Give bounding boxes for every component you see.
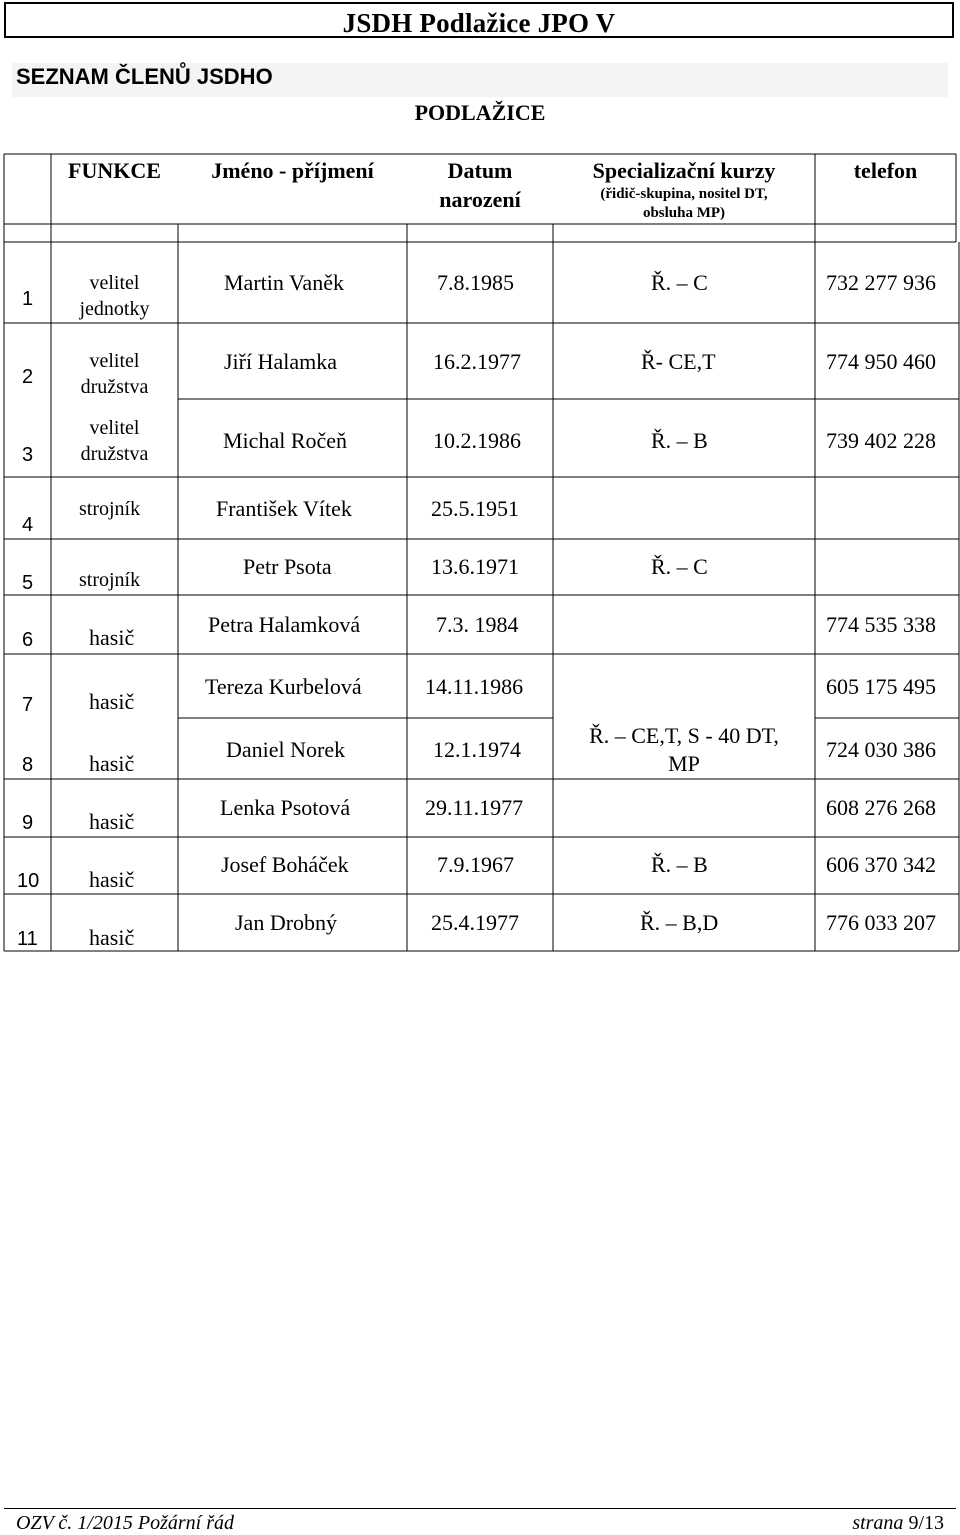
row-name: Jan Drobný (235, 910, 338, 935)
row-number: 7 (22, 694, 34, 716)
row-date: 13.6.1971 (431, 554, 519, 579)
row-number: 8 (22, 754, 34, 776)
row-kurz: Ř. – C (651, 554, 708, 579)
row-name: Petr Psota (243, 554, 332, 579)
footer-rule (4, 1508, 956, 1509)
row-number: 6 (22, 629, 34, 651)
row-name: František Vítek (216, 496, 352, 521)
row-function: hasič (89, 925, 135, 950)
footer-page-number (852, 1512, 944, 1535)
footer-page-value: 9/13 (908, 1512, 944, 1534)
col-header-funkce: FUNKCE (68, 158, 161, 183)
col-header-kurzy-sub: (řidič-skupina, nositel DT, (600, 186, 768, 202)
footer-page-label: strana (852, 1512, 904, 1534)
row-function: velitel (89, 272, 140, 294)
row-phone: 732 277 936 (826, 270, 936, 295)
col-header-datum: Datum (447, 158, 513, 183)
row-function: hasič (89, 867, 135, 892)
row-function: strojník (79, 569, 141, 591)
row-kurz: Ř. – B (651, 428, 708, 453)
row-name: Lenka Psotová (220, 795, 351, 820)
row-name: Jiří Halamka (224, 349, 338, 374)
row-name: Martin Vaněk (224, 270, 344, 295)
row-phone: 739 402 228 (826, 428, 936, 453)
row-kurz: Ř. – B,D (640, 910, 719, 935)
row-function: hasič (89, 809, 135, 834)
row-function: hasič (89, 625, 135, 650)
col-header-datum-2: narození (439, 187, 521, 212)
row-date: 29.11.1977 (425, 795, 524, 820)
row-date: 25.5.1951 (431, 496, 519, 521)
col-header-telefon: telefon (853, 158, 918, 183)
col-header-jmeno: Jméno - příjmení (211, 158, 374, 183)
row-phone: 774 535 338 (826, 612, 936, 637)
row-function: velitel (89, 350, 140, 372)
row-function: hasič (89, 689, 135, 714)
row-kurz: Ř. – C (651, 270, 708, 295)
footer-document-ref: OZV č. 1/2015 Požární řád (16, 1512, 234, 1534)
row-name: Daniel Norek (226, 737, 346, 762)
row-number: 1 (22, 288, 34, 310)
col-header-kurzy-sub-2: obsluha MP) (642, 205, 726, 221)
row-date: 16.2.1977 (433, 349, 521, 374)
row-function-2: družstva (80, 376, 149, 398)
row-number: 5 (22, 572, 34, 594)
row-date: 7.8.1985 (437, 270, 514, 295)
document-title: JSDH Podlažice JPO V (342, 8, 616, 38)
row-kurz: Ř. – B (651, 852, 708, 877)
row-phone: 774 950 460 (826, 349, 936, 374)
row-date: 25.4.1977 (431, 910, 519, 935)
col-header-kurzy: Specializační kurzy (592, 158, 776, 183)
subtitle: PODLAŽICE (414, 100, 546, 125)
row-name: Petra Halamková (208, 612, 361, 637)
row-name: Tereza Kurbelová (205, 674, 362, 699)
row-function: hasič (89, 751, 135, 776)
list-title: SEZNAM ČLENŮ JSDHO (16, 64, 273, 89)
row-phone: 724 030 386 (826, 737, 936, 762)
row-phone: 608 276 268 (826, 795, 936, 820)
row-function-2: družstva (80, 443, 149, 465)
row-date: 12.1.1974 (433, 737, 521, 762)
row-date: 10.2.1986 (433, 428, 521, 453)
row-number: 10 (17, 870, 40, 892)
row-phone: 606 370 342 (826, 852, 936, 877)
row-number: 9 (22, 812, 34, 834)
row-kurz: Ř- CE,T (641, 349, 716, 374)
row-function-2: jednotky (79, 298, 150, 320)
row-date: 7.3. 1984 (436, 612, 519, 637)
row-date: 14.11.1986 (425, 674, 524, 699)
row-date: 7.9.1967 (437, 852, 514, 877)
row-number: 4 (22, 514, 34, 536)
row-function: velitel (89, 417, 140, 439)
row-name: Josef Boháček (221, 852, 349, 877)
row-name: Michal Ročeň (223, 428, 348, 453)
row-kurz: Ř. – CE,T, S - 40 DT, (589, 723, 779, 748)
row-number: 2 (22, 366, 34, 388)
row-kurz-2: MP (668, 751, 700, 776)
row-phone: 605 175 495 (826, 674, 936, 699)
row-function: strojník (79, 498, 141, 520)
row-number: 3 (22, 444, 34, 466)
row-phone: 776 033 207 (826, 910, 936, 935)
row-number: 11 (17, 928, 38, 950)
